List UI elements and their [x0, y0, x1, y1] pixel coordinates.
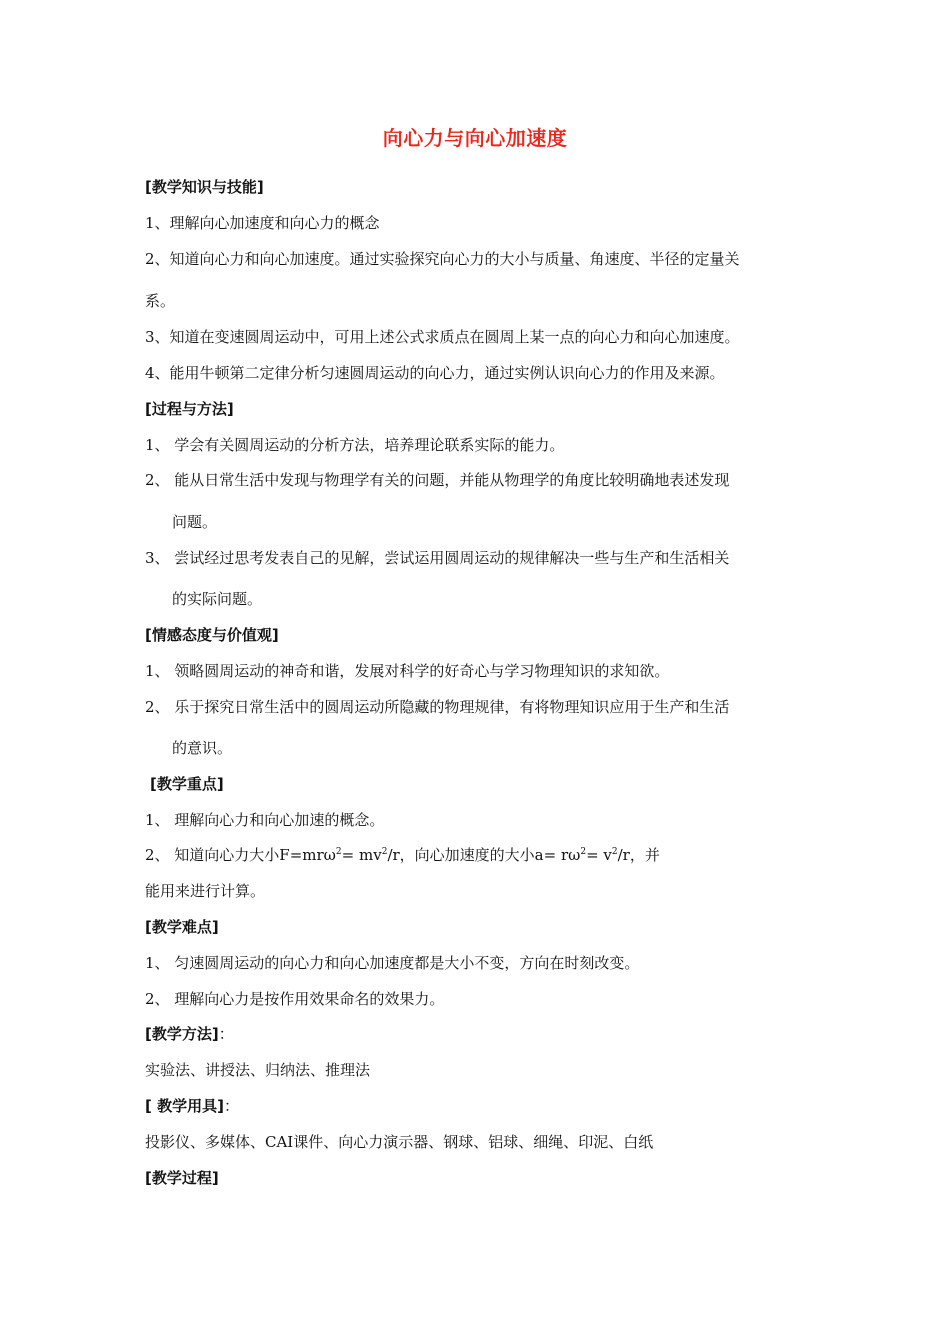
- heading-colon: ：: [223, 1097, 239, 1115]
- process-item-continuation: 问题。: [172, 513, 218, 531]
- section-heading-methods: [教学方法]: [145, 1025, 219, 1043]
- difficulty-item: 2、 理解向心力是按作用效果命名的效果力。: [145, 990, 445, 1008]
- key-point-formula-item: [145, 844, 815, 866]
- difficulty-item: 1、 匀速圆周运动的向心力和向心加速度都是大小不变，方向在时刻改变。: [145, 954, 640, 972]
- knowledge-item: 3、知道在变速圆周运动中，可用上述公式求质点在圆周上某一点的向心力和向心加速度。: [145, 328, 740, 346]
- section-heading-emotion: [情感态度与价值观]: [145, 626, 279, 644]
- knowledge-item: 2、知道向心力和向心加速度。通过实验探究向心力的大小与质量、角速度、半径的定量关: [145, 250, 740, 268]
- methods-text: 实验法、讲授法、归纳法、推理法: [145, 1061, 371, 1079]
- section-heading-procedure: [教学过程]: [145, 1169, 219, 1187]
- section-heading-knowledge: [教学知识与技能]: [145, 178, 264, 196]
- emotion-item-continuation: 的意识。: [172, 739, 233, 757]
- tools-heading-line: [145, 1095, 815, 1117]
- knowledge-item-continuation: 系。: [145, 292, 176, 310]
- formula-part: = mv: [341, 846, 382, 864]
- tools-text: 投影仪、多媒体、CAI课件、向心力演示器、钢球、铝球、细绳、印泥、白纸: [145, 1133, 654, 1151]
- superscript-two: 2: [381, 847, 388, 857]
- section-heading-difficulties: [教学难点]: [145, 918, 219, 936]
- heading-colon: ：: [218, 1025, 234, 1043]
- process-item: 3、 尝试经过思考发表自己的见解，尝试运用圆周运动的规律解决一些与生产和生活相关: [145, 549, 730, 567]
- formula-part: /r，向心加速度的大小a= rω: [387, 846, 581, 864]
- methods-heading-line: [145, 1023, 815, 1045]
- process-item: 1、 学会有关圆周运动的分析方法，培养理论联系实际的能力。: [145, 436, 565, 454]
- knowledge-item: 1、理解向心加速度和向心力的概念: [145, 214, 380, 232]
- key-point-item-continuation: 能用来进行计算。: [145, 882, 266, 900]
- section-heading-key-points: [教学重点]: [150, 775, 224, 793]
- process-item: 2、 能从日常生活中发现与物理学有关的问题，并能从物理学的角度比较明确地表述发现: [145, 471, 730, 489]
- superscript-two: 2: [580, 847, 587, 857]
- formula-part: = v: [586, 846, 612, 864]
- formula-part: 2、 知道向心力大小F=mrω: [145, 846, 336, 864]
- document-title: 向心力与向心加速度: [382, 126, 568, 150]
- process-item-continuation: 的实际问题。: [172, 590, 263, 608]
- superscript-two: 2: [611, 847, 618, 857]
- section-heading-process: [过程与方法]: [145, 400, 234, 418]
- emotion-item: 2、 乐于探究日常生活中的圆周运动所隐藏的物理规律，有将物理知识应用于生产和生活: [145, 698, 730, 716]
- section-heading-tools: [ 教学用具]: [145, 1097, 224, 1115]
- key-point-item: 1、 理解向心力和向心加速的概念。: [145, 811, 385, 829]
- superscript-two: 2: [335, 847, 342, 857]
- knowledge-item: 4、能用牛顿第二定律分析匀速圆周运动的向心力，通过实例认识向心力的作用及来源。: [145, 364, 725, 382]
- emotion-item: 1、 领略圆周运动的神奇和谐，发展对科学的好奇心与学习物理知识的求知欲。: [145, 662, 670, 680]
- formula-part: /r，并: [617, 846, 660, 864]
